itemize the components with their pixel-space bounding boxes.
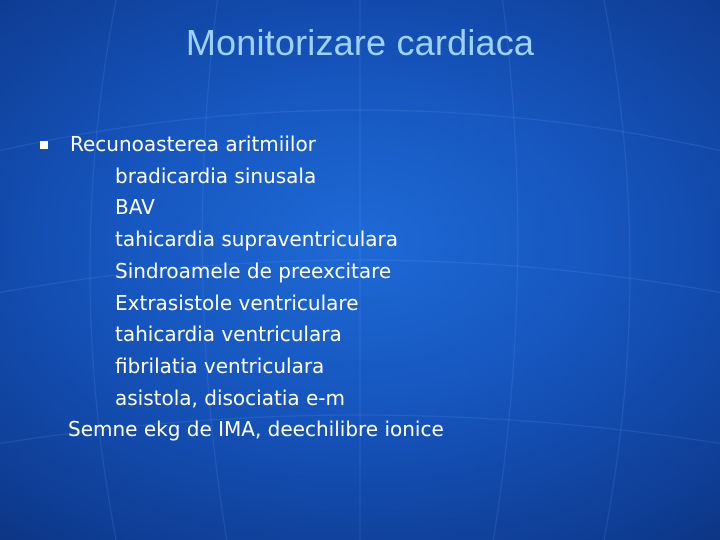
- list-item: tahicardia ventriculara: [115, 322, 342, 347]
- list-item: fibrilatia ventriculara: [115, 353, 325, 378]
- list-item: asistola, disociatia e-m: [115, 385, 345, 410]
- list-item: tahicardia supraventriculara: [115, 227, 398, 252]
- bullet-square-icon: [40, 141, 48, 149]
- list-item: BAV: [115, 195, 155, 220]
- list-item: Extrasistole ventriculare: [115, 290, 359, 315]
- list-item: Sindroamele de preexcitare: [115, 258, 392, 283]
- slide-title: Monitorizare cardiaca: [185, 22, 535, 63]
- list-item: bradicardia sinusala: [115, 163, 317, 188]
- bullet-heading: Recunoasterea aritmiilor: [70, 132, 316, 156]
- bullet-trailing-line: Semne ekg de IMA, deechilibre ionice: [68, 417, 444, 442]
